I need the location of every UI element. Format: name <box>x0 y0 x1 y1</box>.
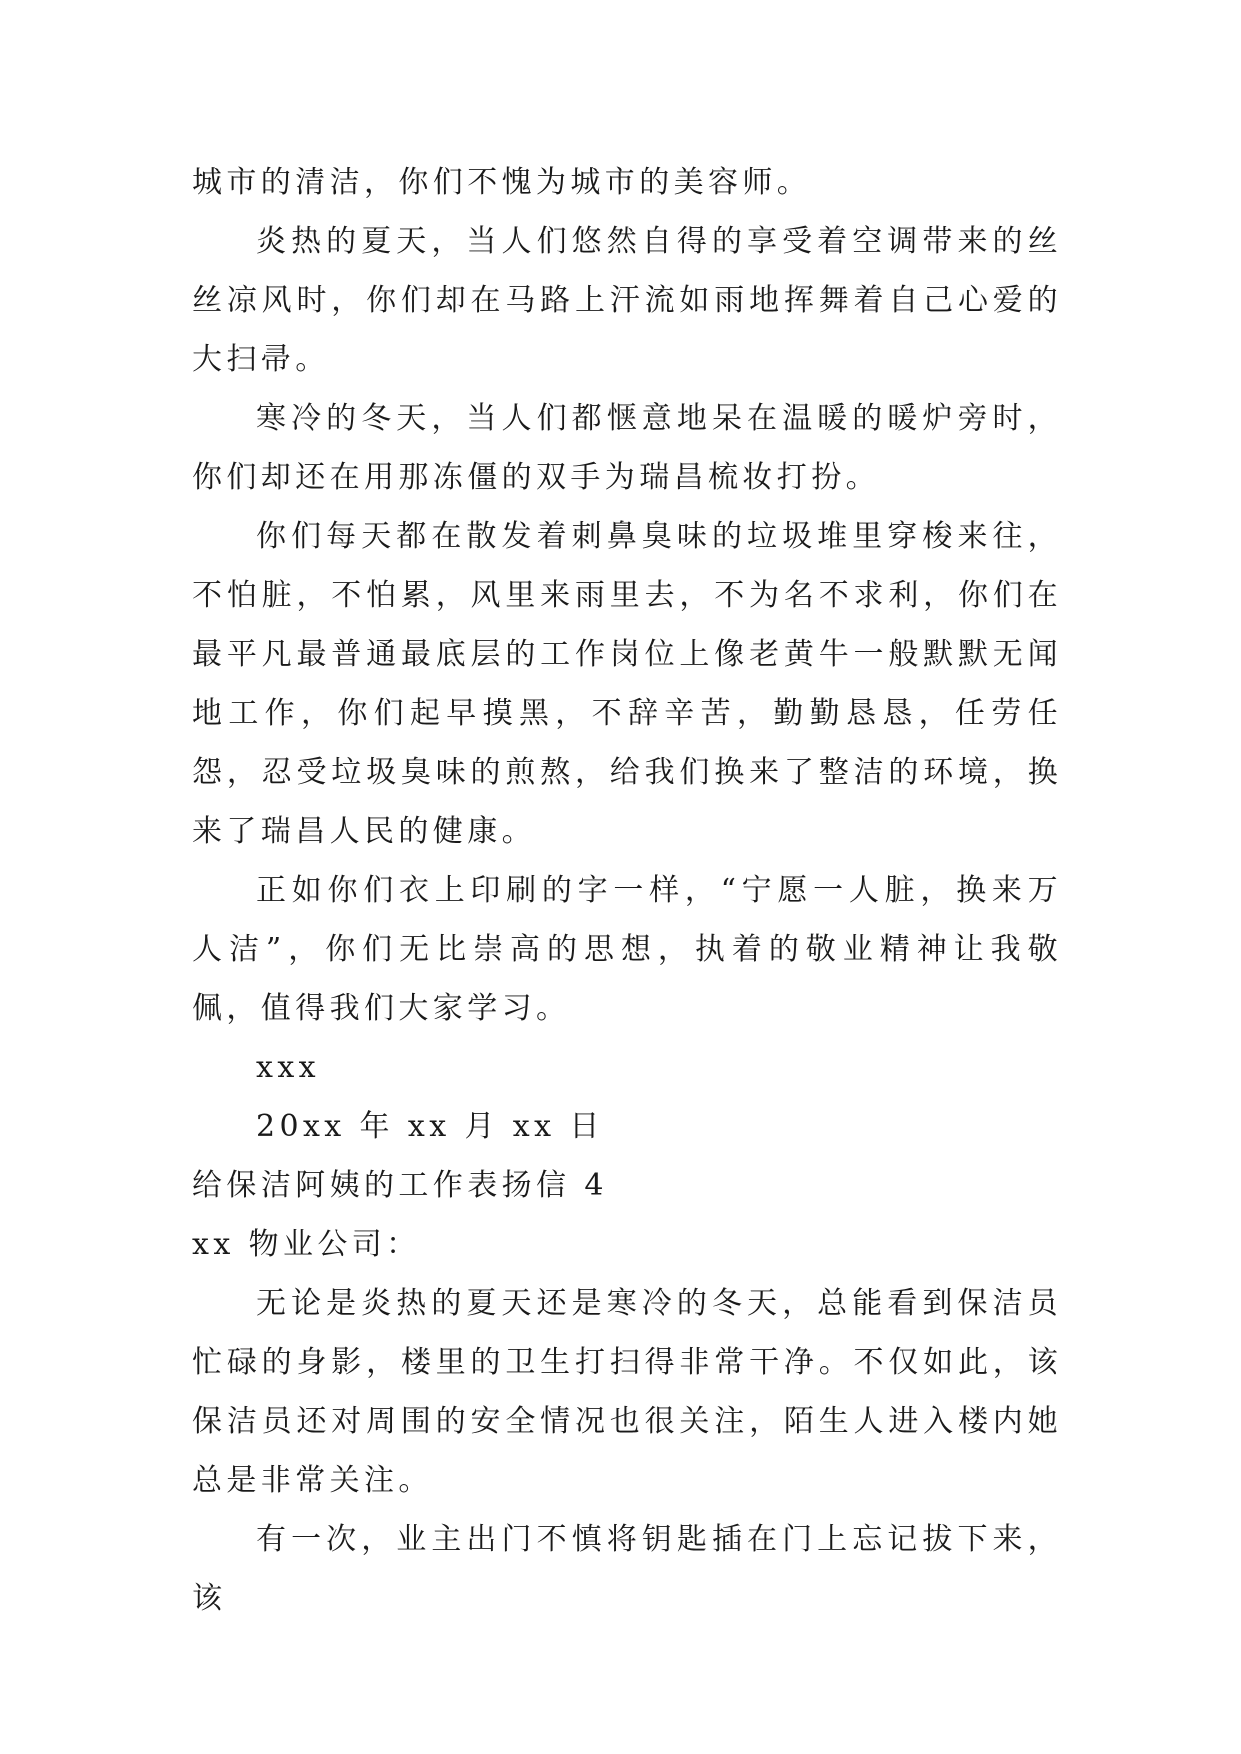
letter-title: 给保洁阿姨的工作表扬信 4 <box>192 1168 608 1203</box>
paragraph-cleaner-praise: 无论是炎热的夏天还是寒冷的冬天，总能看到保洁员忙碌的身影，楼里的卫生打扫得非常干净。不仅如此，该保洁员还对周围的安全情况也很关注，陌生人进入楼内她总是非常关注。 <box>192 1286 1062 1498</box>
paragraph-city-beautician: 城市的清洁，你们不愧为城市的美容师。 <box>192 165 812 200</box>
document-body <box>192 153 1062 1628</box>
letter-date: 20xx 年 xx 月 xx 日 <box>256 1109 604 1144</box>
paragraph-winter: 寒冷的冬天，当人们都惬意地呆在温暖的暖炉旁时，你们却还在用那冻僵的双手为瑞昌梳妆打扮。 <box>192 401 1062 495</box>
paragraph-summer: 炎热的夏天，当人们悠然自得的享受着空调带来的丝丝凉风时，你们却在马路上汗流如雨地挥舞着自己心爱的大扫帚。 <box>192 224 1062 377</box>
signature: xxx <box>256 1050 320 1085</box>
salutation: xx 物业公司： <box>192 1227 421 1262</box>
paragraph-daily-work: 你们每天都在散发着刺鼻臭味的垃圾堆里穿梭来往，不怕脏，不怕累，风里来雨里去，不为名不求利，你们在最平凡最普通最底层的工作岗位上像老黄牛一般默默无闻地工作，你们起早摸黑，不辞辛苦，勤勤恳恳，任劳任怨，忍受垃圾臭味的煎熬，给我们换来了整洁的环境，换来了瑞昌人民的健康。 <box>192 519 1062 849</box>
paragraph-motto: 正如你们衣上印刷的字一样，“宁愿一人脏，换来万人洁”，你们无比崇高的思想，执着的敬业精神让我敬佩，值得我们大家学习。 <box>192 873 1062 1026</box>
paragraph-key-incident: 有一次，业主出门不慎将钥匙插在门上忘记拔下来，该 <box>192 1522 1062 1616</box>
